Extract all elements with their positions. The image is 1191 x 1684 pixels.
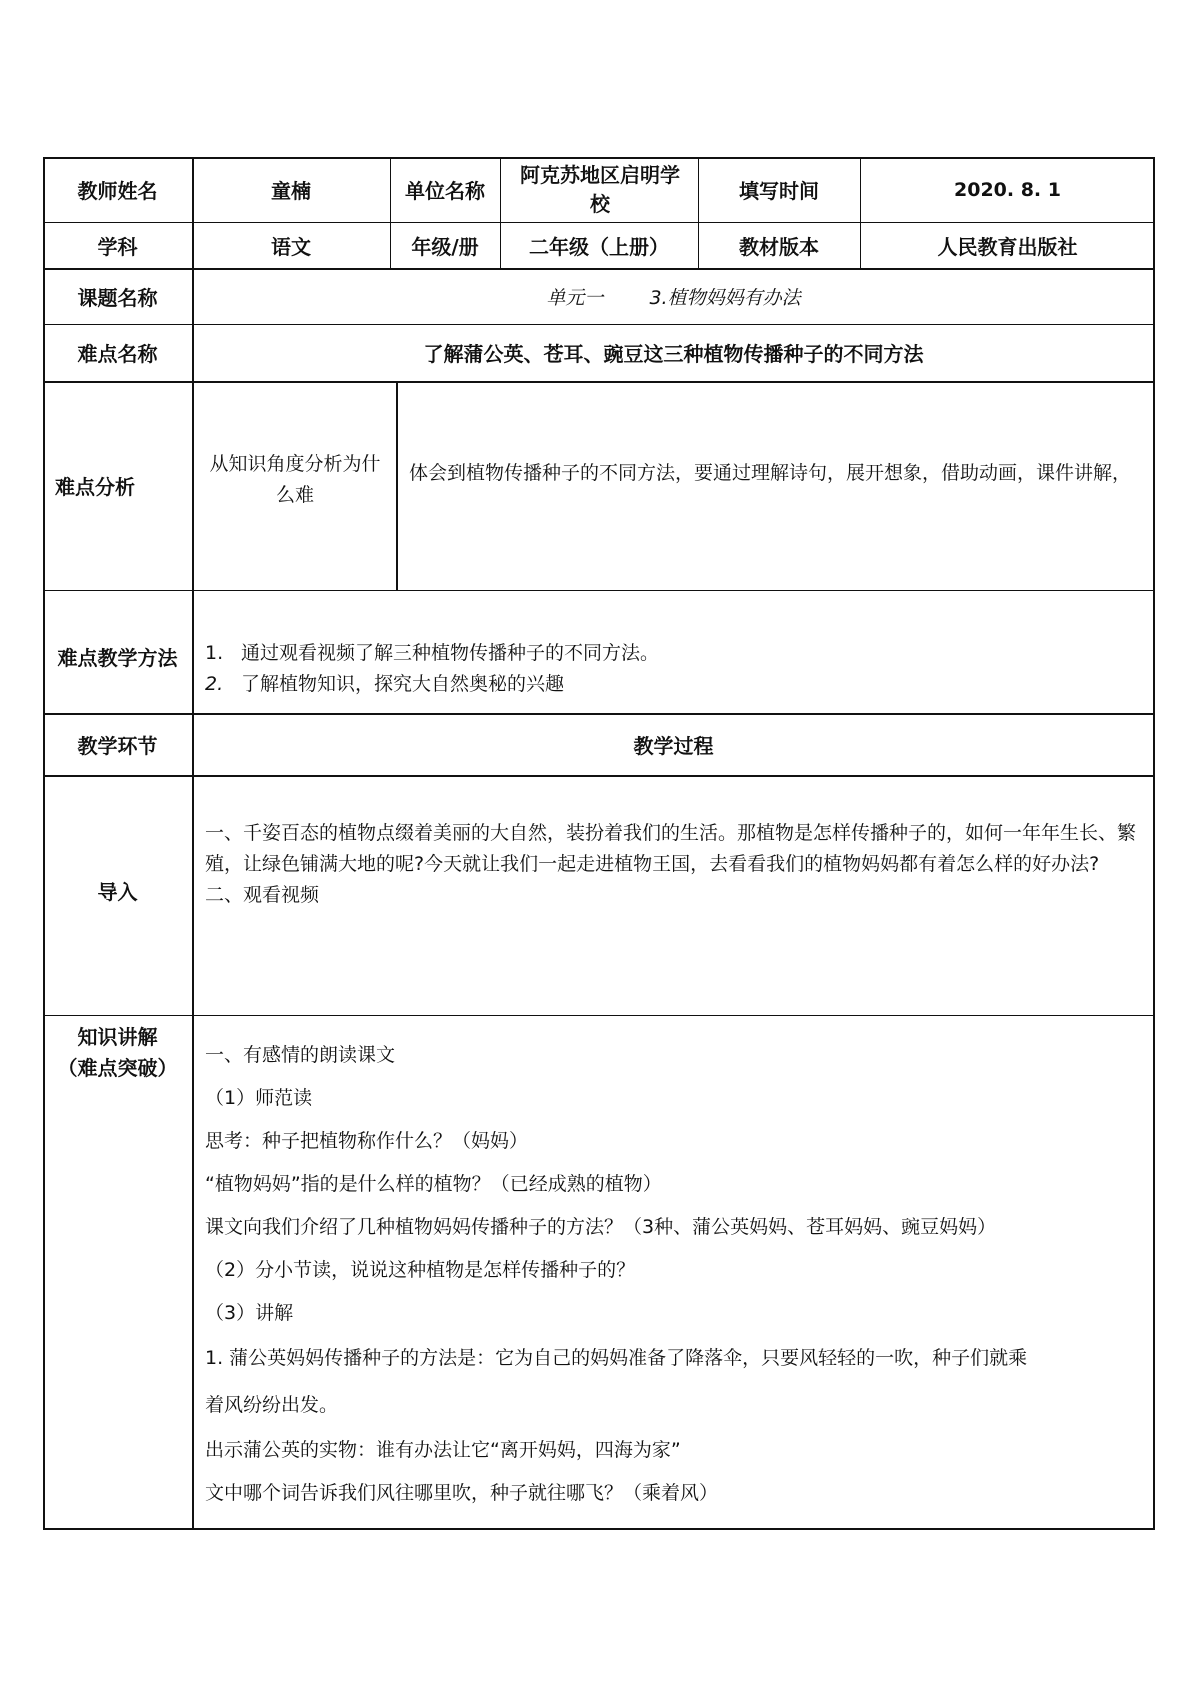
- edition-label: 教材版本: [739, 234, 819, 259]
- methods-item-text: 了解植物知识，探究大自然奥秘的兴趣: [241, 673, 565, 695]
- intro-text: [205, 818, 1145, 911]
- knowledge-label-line: 知识讲解: [77, 1025, 158, 1049]
- methods-item-text: 通过观看视频了解三种植物传播种子的不同方法。: [241, 642, 660, 664]
- process-header: 教学过程: [633, 733, 714, 758]
- knowledge-line: 一、有感情的朗读课文: [205, 1044, 396, 1066]
- intro-paragraph: 二、观看视频: [205, 884, 320, 906]
- grade-value: 二年级（上册）: [529, 234, 669, 259]
- methods-item: [205, 669, 1145, 700]
- intro-paragraph: 一、千姿百态的植物点缀着美丽的大自然，装扮着我们的生活。那植物是怎样传播种子的，如何一年年生长、繁殖，让绿色铺满大地的呢?今天就让我们一起走进植物王国，去看看我们的植物妈妈都有着怎么样的好办法?: [205, 822, 1137, 875]
- edition-value: 人民教育出版社: [937, 234, 1078, 259]
- stage-header: 教学环节: [77, 733, 158, 758]
- difficulty-value: 了解蒲公英、苍耳、豌豆这三种植物传播种子的不同方法: [423, 342, 924, 366]
- methods-item: [205, 638, 1145, 669]
- row-divider: [43, 775, 1155, 777]
- teacher-name: 童楠: [271, 179, 311, 203]
- row-divider: [43, 590, 1155, 591]
- analysis-label: 难点分析: [55, 475, 135, 499]
- col-divider: [396, 381, 398, 590]
- topic-value: [192, 268, 1155, 324]
- difficulty-label: 难点名称: [77, 342, 158, 366]
- knowledge-line: 思考：种子把植物称作什么？（妈妈）: [205, 1130, 529, 1152]
- topic-label: 课题名称: [77, 285, 158, 310]
- topic-title: 3.植物妈妈有办法: [649, 286, 801, 309]
- row-divider: [43, 1015, 1155, 1016]
- knowledge-line: 出示蒲公英的实物：谁有办法让它“离开妈妈，四海为家”: [205, 1439, 681, 1461]
- subject-label: 学科: [97, 234, 138, 259]
- knowledge-line: 1. 蒲公英妈妈传播种子的方法是：它为自己的妈妈准备了降落伞，只要风轻轻的一吹，种子们就乘: [205, 1347, 1028, 1369]
- knowledge-line: （1）师范读: [205, 1087, 313, 1109]
- unit-name: 阿克苏地区启明学校: [520, 162, 680, 216]
- teacher-label: 教师姓名: [77, 179, 158, 203]
- knowledge-line: 着风纷纷出发。: [205, 1394, 339, 1416]
- knowledge-line: （2）分小节读，说说这种植物是怎样传播种子的？: [205, 1259, 636, 1281]
- methods-item-num: 2.: [205, 673, 224, 695]
- analysis-sub-label: 从知识角度分析为什么难: [209, 452, 381, 506]
- knowledge-label-line: （难点突破）: [57, 1056, 178, 1080]
- knowledge-line: 文中哪个词告诉我们风往哪里吹，种子就往哪飞？（乘着风）: [205, 1482, 719, 1504]
- knowledge-line: （3）讲解: [205, 1302, 294, 1324]
- intro-label: 导入: [97, 879, 138, 904]
- methods-list: [205, 638, 1145, 700]
- methods-label: 难点教学方法: [57, 646, 178, 670]
- knowledge-line: “植物妈妈”指的是什么样的植物？（已经成熟的植物）: [205, 1173, 662, 1195]
- knowledge-line: 课文向我们介绍了几种植物妈妈传播种子的方法？（3种、蒲公英妈妈、苍耳妈妈、豌豆妈妈）: [205, 1216, 997, 1238]
- analysis-text: 体会到植物传播种子的不同方法，要通过理解诗句，展开想象，借助动画，课件讲解，: [409, 462, 1132, 484]
- knowledge-label: [43, 1022, 192, 1084]
- grade-label: 年级/册: [411, 234, 479, 259]
- subject-value: 语文: [271, 234, 311, 259]
- methods-item-num: 1.: [205, 642, 224, 664]
- topic-unit: 单元一: [546, 286, 604, 309]
- date-value: 2020. 8. 1: [954, 178, 1061, 201]
- unit-label: 单位名称: [405, 179, 485, 203]
- date-label: 填写时间: [739, 179, 819, 203]
